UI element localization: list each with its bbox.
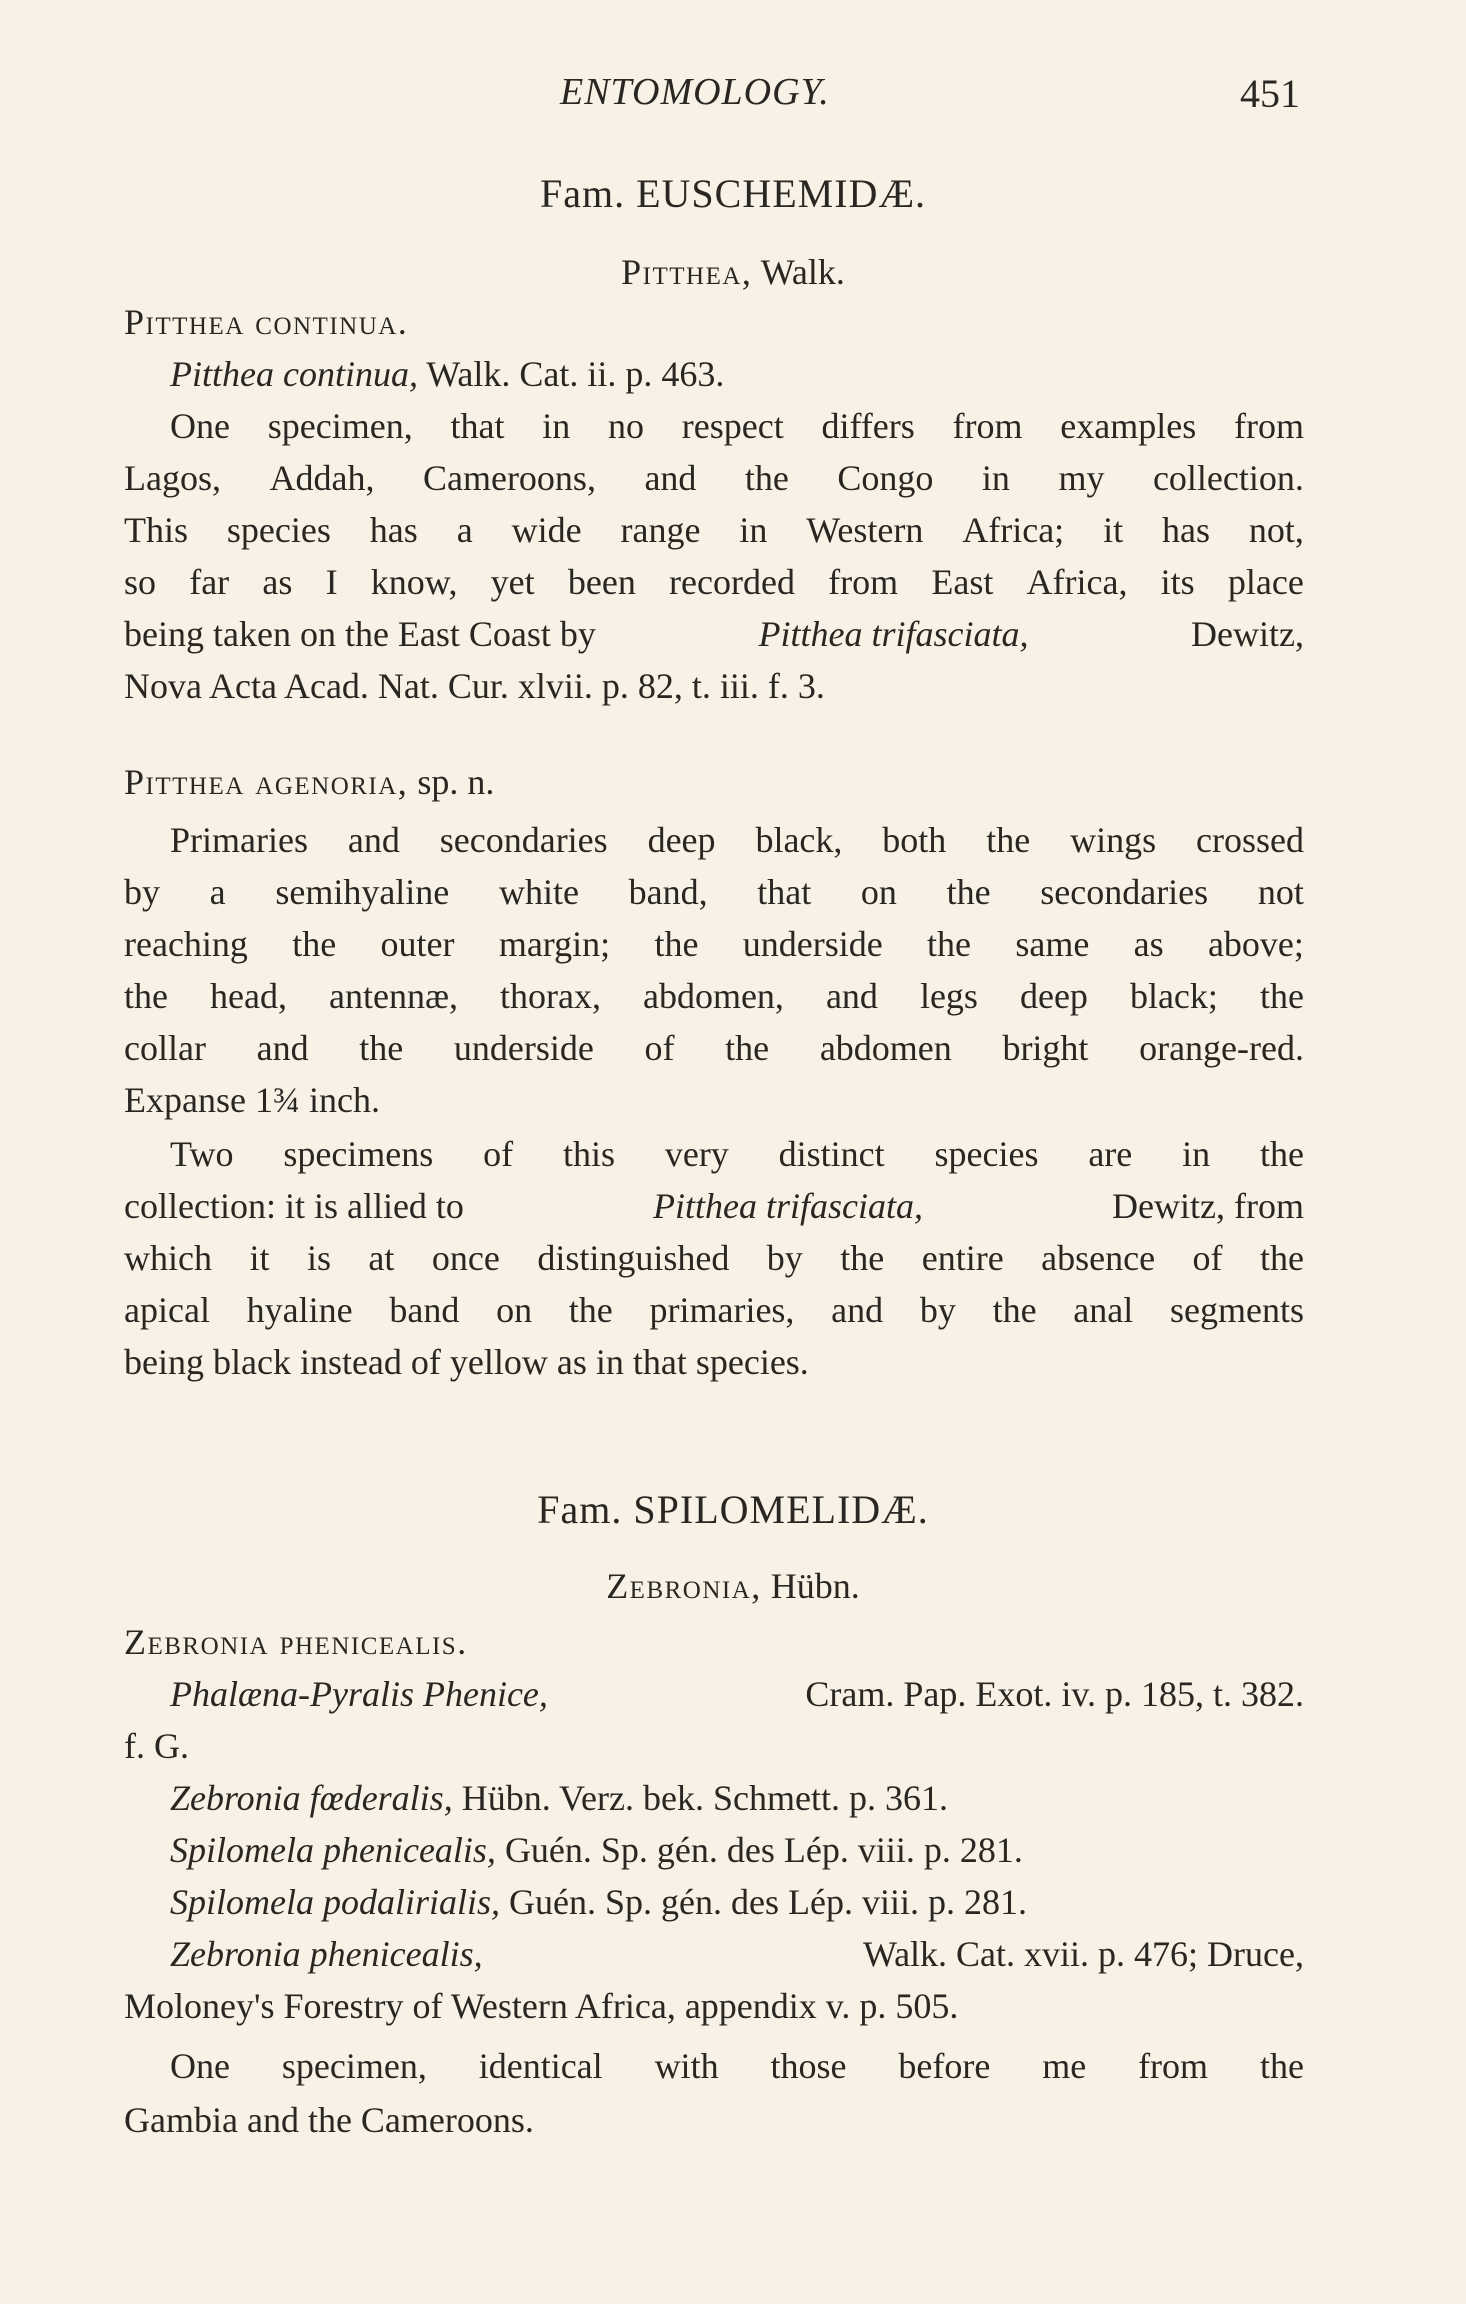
species-heading-phenicealis: Zebronia phenicealis. bbox=[124, 1622, 468, 1662]
synonym-line: Zebronia phenicealis, Walk. Cat. xvii. p. 476; Druce, bbox=[170, 1934, 1304, 1974]
genus-name: Zebronia, bbox=[606, 1566, 762, 1606]
body-line: Expanse 1¾ inch. bbox=[124, 1080, 380, 1120]
genus-name: Pitthea, bbox=[621, 252, 753, 292]
genus-heading-pitthea bbox=[0, 246, 1466, 298]
species-heading-agenoria: Pitthea agenoria, sp. n. bbox=[124, 762, 495, 802]
body-line: Lagos, Addah, Cameroons, and the Congo in my collection. bbox=[124, 458, 1304, 498]
body-line: being taken on the East Coast by Pitthea trifasciata, Dewitz, bbox=[124, 614, 1304, 654]
body-line: which it is at once distinguished by the entire absence of the bbox=[124, 1238, 1304, 1278]
body-line: the head, antennæ, thorax, abdomen, and legs deep black; the bbox=[124, 976, 1304, 1016]
synonym-line: f. G. bbox=[124, 1726, 189, 1766]
body-line: by a semihyaline white band, that on the secondaries not bbox=[124, 872, 1304, 912]
genus-heading-zebronia bbox=[0, 1560, 1466, 1612]
species-heading-continua: Pitthea continua. bbox=[124, 302, 409, 342]
family-heading-euschemidae: Fam. EUSCHEMIDÆ. bbox=[539, 171, 927, 216]
body-line: collection: it is allied to Pitthea trifasciata, Dewitz, from bbox=[124, 1186, 1304, 1226]
family-heading-spilomelidae: Fam. SPILOMELIDÆ. bbox=[537, 1487, 929, 1532]
running-head: ENTOMOLOGY. bbox=[560, 71, 830, 113]
body-line: This species has a wide range in Western Africa; it has not, bbox=[124, 510, 1304, 550]
body-line: One specimen, that in no respect differs from examples from bbox=[170, 406, 1304, 446]
synonym-line: Phalæna-Pyralis Phenice, Cram. Pap. Exot. iv. p. 185, t. 382. bbox=[170, 1674, 1304, 1714]
body-line: reaching the outer margin; the underside the same as above; bbox=[124, 924, 1304, 964]
genus-author: Hübn. bbox=[770, 1566, 860, 1606]
body-line: Gambia and the Cameroons. bbox=[124, 2100, 534, 2140]
synonym-line: Pitthea continua, Walk. Cat. ii. p. 463. bbox=[170, 354, 725, 394]
body-line: Two specimens of this very distinct species are in the bbox=[170, 1134, 1304, 1174]
synonym-line: Zebronia fœderalis, Hübn. Verz. bek. Schmett. p. 361. bbox=[170, 1778, 948, 1818]
body-line: Primaries and secondaries deep black, both the wings crossed bbox=[170, 820, 1304, 860]
genus-author: Walk. bbox=[760, 252, 845, 292]
body-line: collar and the underside of the abdomen bright orange-red. bbox=[124, 1028, 1304, 1068]
body-line: One specimen, identical with those before me from the bbox=[170, 2046, 1304, 2086]
synonym-line: Spilomela podalirialis, Guén. Sp. gén. des Lép. viii. p. 281. bbox=[170, 1882, 1027, 1922]
page-number: 451 bbox=[1240, 71, 1300, 116]
body-line: Nova Acta Acad. Nat. Cur. xlvii. p. 82, t. iii. f. 3. bbox=[124, 666, 825, 706]
body-line: being black instead of yellow as in that species. bbox=[124, 1342, 809, 1382]
body-line: so far as I know, yet been recorded from East Africa, its place bbox=[124, 562, 1304, 602]
synonym-line: Spilomela phenicealis, Guén. Sp. gén. des Lép. viii. p. 281. bbox=[170, 1830, 1023, 1870]
synonym-line: Moloney's Forestry of Western Africa, appendix v. p. 505. bbox=[124, 1986, 959, 2026]
body-line: apical hyaline band on the primaries, and by the anal segments bbox=[124, 1290, 1304, 1330]
